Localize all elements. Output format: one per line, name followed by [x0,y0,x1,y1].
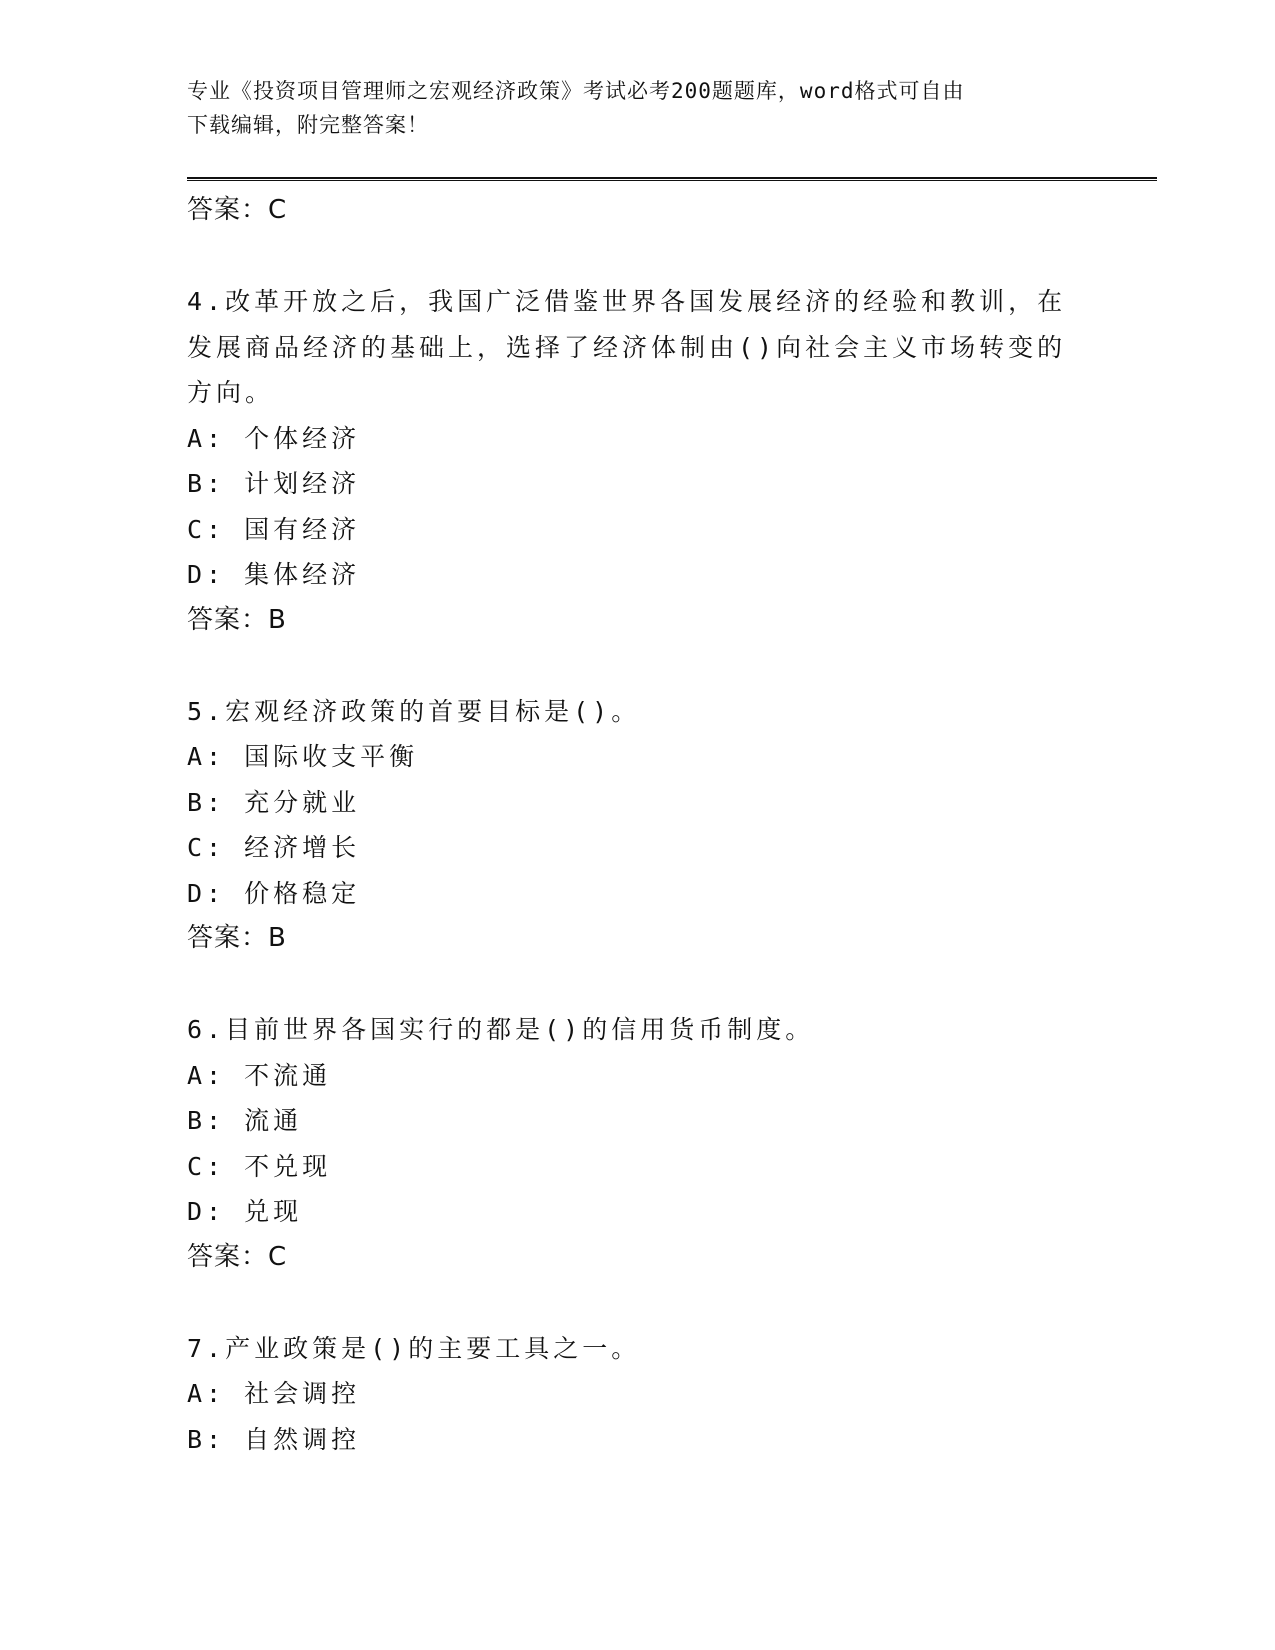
spacer [187,643,1067,689]
option-d: D: 集体经济 [187,560,361,589]
spacer [187,1280,1067,1326]
header-divider [187,177,1157,181]
spacer [187,962,1067,1008]
answer-prev: 答案：C [187,195,288,225]
question-text-line: 4.改革开放之后，我国广泛借鉴世界各国发展经济的经验和教训，在 [187,287,1067,316]
option-a: A: 不流通 [187,1060,332,1090]
option-a: A: 社会调控 [187,1379,361,1408]
option-b: B: 充分就业 [187,787,361,817]
answer: 答案：B [187,604,287,635]
question-text-line: 发展商品经济的基础上，选择了经济体制由()向社会主义市场转变的 [187,332,1067,362]
question-7 [187,1326,1067,1463]
option-c: C: 经济增长 [187,833,361,862]
document-header [187,74,1057,142]
option-a: A: 国际收支平衡 [187,742,419,771]
option-d: D: 价格稳定 [187,878,361,908]
header-line-1: 专业《投资项目管理师之宏观经济政策》考试必考200题题库，word格式可自由 [187,79,965,103]
question-text-line: 7.产业政策是()的主要工具之一。 [187,1333,641,1363]
option-b: B: 计划经济 [187,469,361,498]
option-b: B: 自然调控 [187,1424,361,1454]
option-b: B: 流通 [187,1106,303,1135]
answer: 答案：C [187,1241,288,1272]
answer: 答案：B [187,923,287,953]
option-a: A: 个体经济 [187,423,361,453]
question-list [187,188,1067,1462]
question-text-line: 5.宏观经济政策的首要目标是()。 [187,696,641,726]
question-4 [187,279,1067,643]
question-5 [187,689,1067,962]
question-text-line: 6.目前世界各国实行的都是()的信用货币制度。 [187,1015,815,1044]
question-text-line: 方向。 [187,378,275,407]
option-c: C: 不兑现 [187,1151,332,1181]
option-c: C: 国有经济 [187,514,361,544]
header-line-2: 下载编辑，附完整答案！ [187,113,429,137]
question-6 [187,1007,1067,1280]
spacer [187,234,1067,280]
option-d: D: 兑现 [187,1197,303,1226]
